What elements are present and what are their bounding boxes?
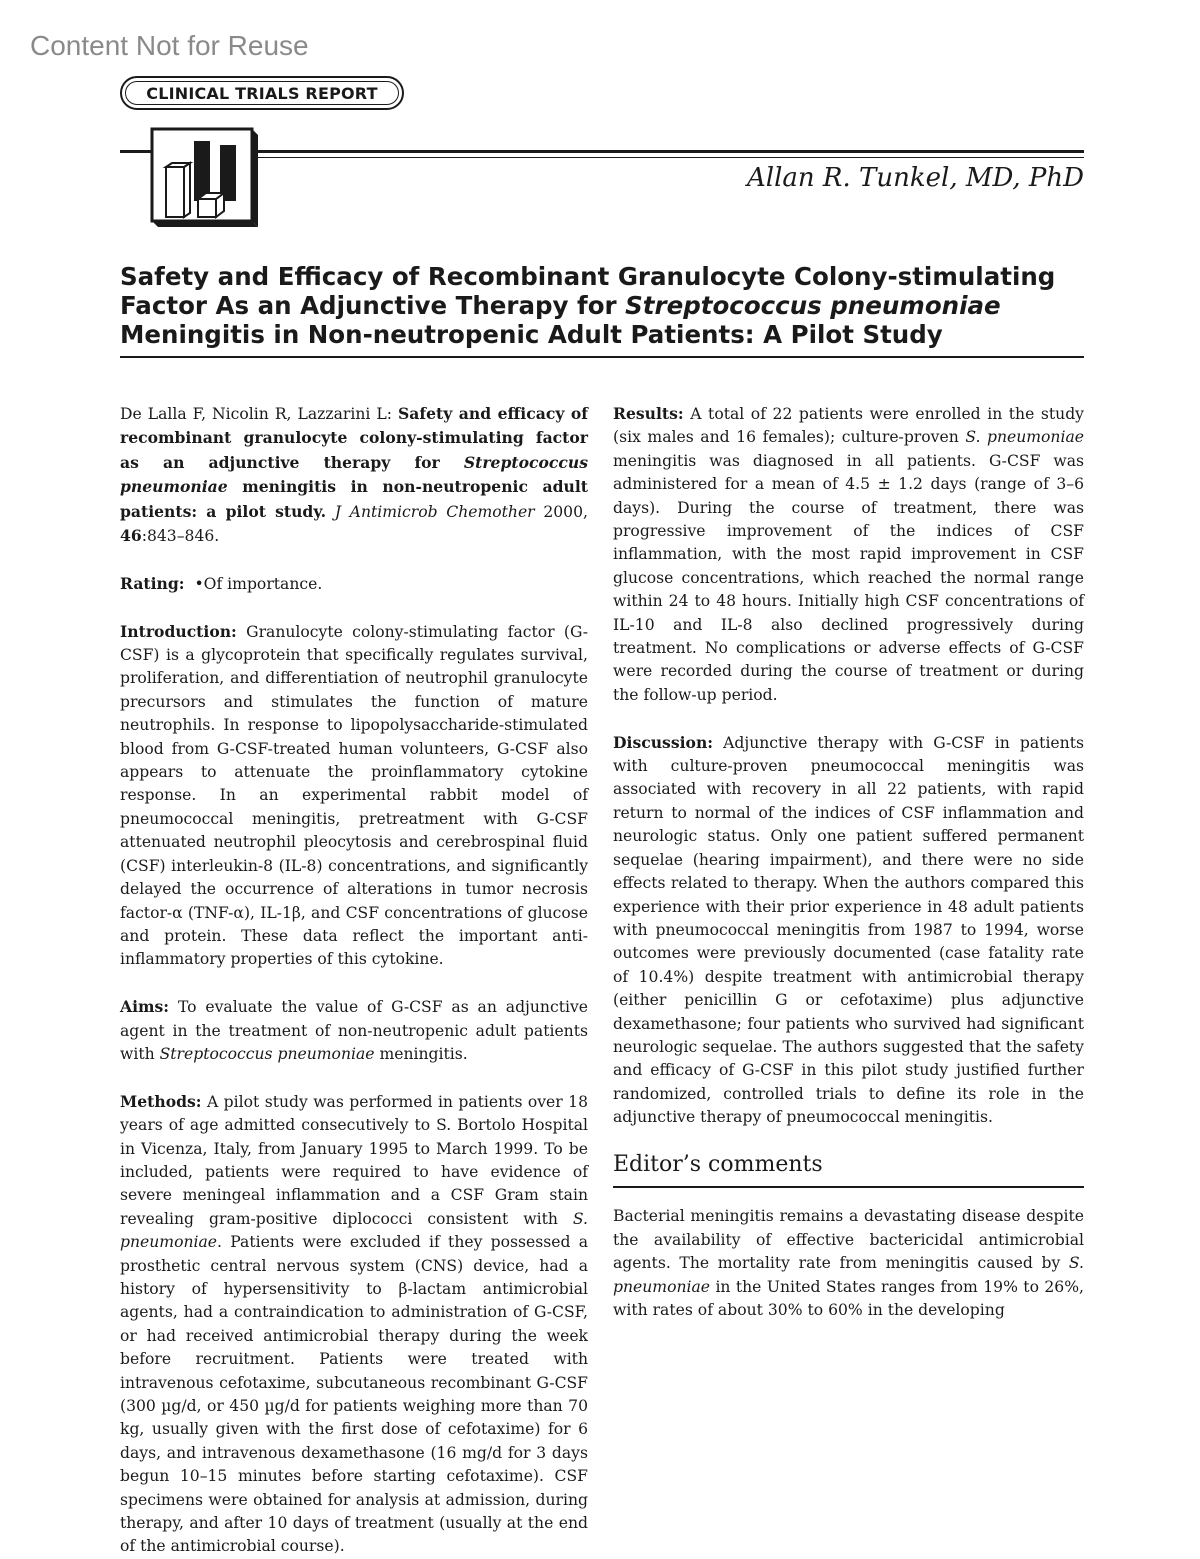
rating: Rating: •Of importance. [120,573,323,593]
methods-section: Methods: A pilot study was performed in patients over 18 years of age admitted consecutively to S. Bortolo Hospital in Vicenza, Italy, from January 1995 to March 1999. To be included, patients were required to have evidence of severe meningeal inflammation and a CSF Gram stain revealing gram-positive diplococci consistent with S. pneumoniae. Patients were excluded if they possessed a prosthetic central nervous system (CNS) device, had a history of hypersensitivity to β-lactam antimicrobial agents, had a contraindication to administration of G-CSF, or had received antimicrobial therapy during the week before recruitment. Patients were treated with intravenous cefotaxime, subcutaneous recombinant G-CSF (300 µg/d, or 450 µg/d for patients weighing more than 70 kg, usually given with the first dose of cefotaxime) for 6 days, and intravenous dexamethasone (16 mg/d for 3 days begun 10–15 minutes before starting cefotaxime). CSF specimens were obtained for analysis at admission, during therapy, and after 10 days of treatment (usually at the end of the antimicrobial course). [120,1091,588,1556]
results-section: Results: A total of 22 patients were enrolled in the study (six males and 16 females); culture-proven S. pneumoniae meningitis was diagnosed in all patients. G-CSF was administered for a mean of 4.5 ± 1.2 days (range of 3–6 days). During the course of treatment, there was progressive improvement of the indices of CSF inflammation, with the most rapid improvement in CSF glucose concentrations, which reached the normal range within 24 to 48 hours. Initially high CSF concentrations of IL-10 and IL-8 also declined progressively during treatment. No complications or adverse effects of G-CSF were recorded during the course of treatment or during the follow-up period. [613,404,1084,704]
section-badge [120,76,404,110]
article-title: Safety and Efficacy of Recombinant Granulocyte Colony-stimulating Factor As an Adjunctive Therapy for Streptococcus pneumoniae Meningitis in Non-neutropenic Adult Patients: A Pilot Study [120,262,1056,349]
header-rule-thin [255,157,1084,158]
bar-chart-logo-icon [146,125,258,227]
introduction-section: Introduction: Granulocyte colony-stimulating factor (G-CSF) is a glycoprotein that specifically regulates survival, proliferation, and differentiation of neutrophil granulocyte precursors and stimulates the function of mature neutrophils. In response to lipopolysaccharide-stimulated blood from G-CSF-treated human volunteers, G-CSF also appears to attenuate the proinflammatory cytokine response. In an experimental rabbit model of pneumococcal meningitis, pretreatment with G-CSF attenuated neutrophil pleocytosis and cerebrospinal fluid (CSF) interleukin-8 (IL-8) concentrations, and significantly delayed the occurrence of alterations in tumor necrosis factor-α (TNF-α), IL-1β, and CSF concentrations of glucose and protein. These data reflect the important anti-inflammatory properties of this cytokine. [120,621,588,969]
watermark: Content Not for Reuse [30,30,309,61]
left-column [120,402,588,1559]
right-column [613,402,1084,1346]
section-badge-label: CLINICAL TRIALS REPORT [146,83,378,103]
aims-section: Aims: To evaluate the value of G-CSF as an adjunctive agent in the treatment of non-neutropenic adult patients with Streptococcus pneumoniae meningitis. [120,997,588,1063]
author-name: Allan R. Tunkel, MD, PhD [747,163,1084,193]
discussion-section: Discussion: Adjunctive therapy with G-CSF in patients with culture-proven pneumococcal meningitis was associated with recovery in all 22 patients, with rapid return to normal of the indices of CSF inflammation and neurologic status. Only one patient suffered permanent sequelae (hearing impairment), and there were no side effects related to therapy. When the authors compared this experience with their prior experience in 48 adult patients with pneumococcal meningitis from 1987 to 1994, worse outcomes were previously documented (case fatality rate of 10.4%) despite treatment with antimicrobial therapy (either penicillin G or cefotaxime) plus adjunctive dexamethasone; four patients who survived had significant neurologic sequelae. The authors suggested that the safety and efficacy of G-CSF in this pilot study justified further randomized, controlled trials to define its role in the adjunctive therapy of pneumococcal meningitis. [613,732,1084,1127]
editors-comments-heading: Editor’s comments [613,1153,1084,1188]
editors-comments-body: Bacterial meningitis remains a devastating disease despite the availability of effective bactericidal antimicrobial agents. The mortality rate from meningitis caused by S. pneumoniae in the United States ranges from 19% to 26%, with rates of about 30% to 60% in the developing [613,1207,1084,1319]
citation: De Lalla F, Nicolin R, Lazzarini L: Safety and efficacy of recombinant granulocyte colony-stimulating factor as an adjunctive therapy for Streptococcus pneumoniae meningitis in non-neutropenic adult patients: a pilot study. J Antimicrob Chemother 2000, 46:843–846. [120,404,588,546]
header-rule [120,150,1084,153]
title-rule [120,356,1084,358]
